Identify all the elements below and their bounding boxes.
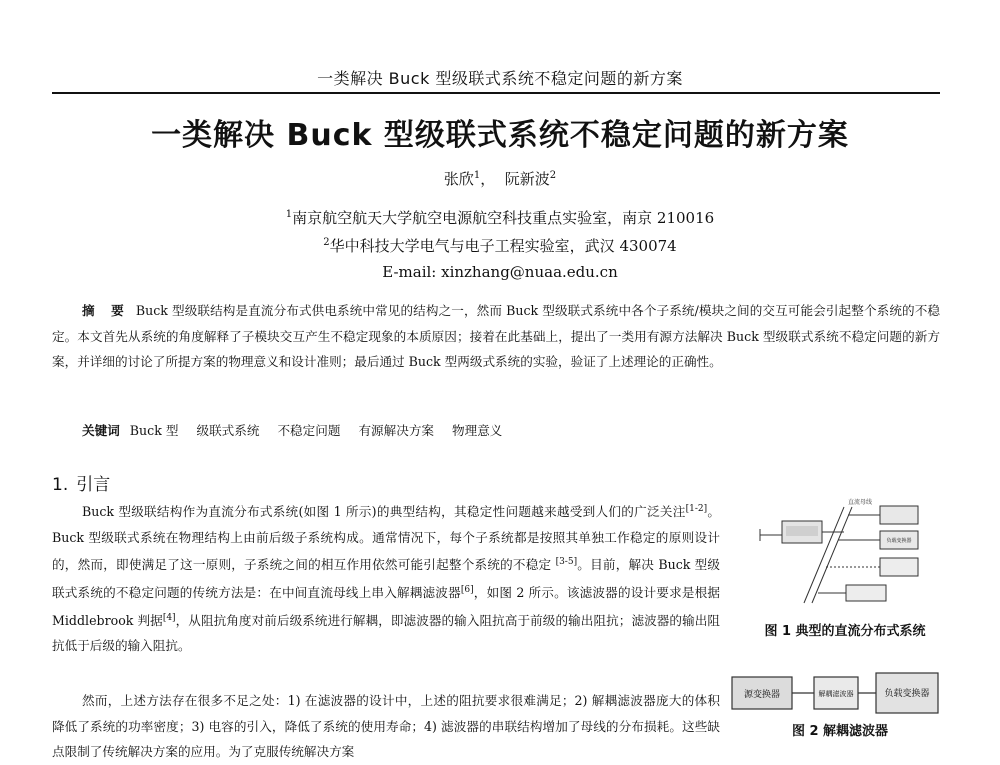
keywords: [82, 420, 942, 439]
paragraph-text: Buck 型级联结构作为直流分布式系统(如图 1 所示)的典型结构，其稳定性问题越来越受到人们的广泛关注: [82, 504, 686, 520]
header-rule: [52, 92, 940, 94]
affiliation-mark: 1: [285, 209, 293, 220]
affiliation-2: [0, 235, 1000, 256]
citation: [6]: [460, 584, 474, 595]
abstract: [52, 298, 940, 375]
keyword: 不稳定问题: [277, 423, 341, 438]
citation: [4]: [162, 612, 176, 623]
block-label-bar: [786, 526, 818, 536]
author-email: E-mail: xinzhang@nuaa.edu.cn: [382, 263, 618, 281]
affiliation-text: 华中科技大学电气与电子工程实验室，武汉 430074: [329, 237, 677, 255]
author-line: [0, 168, 1000, 189]
section-title: 引言: [76, 475, 111, 495]
figure-2-caption: 图 2 解耦滤波器: [791, 724, 889, 739]
keyword: 有源解决方案: [358, 423, 434, 438]
paragraph-text: 。目前，解决 Buck 型级联式系统的不稳定问题的传统方法是：在中间直流母线上串入解耦滤波器: [52, 557, 720, 601]
paragraph-1: [52, 497, 720, 659]
running-head: 一类解决 Buck 型级联式系统不稳定问题的新方案: [317, 69, 683, 88]
paragraph-text: ，从阻抗角度对前后级系统进行解耦，即滤波器的输入阻抗高于前级的输出阻抗；滤波器的输出阻抗低于后级的输入阻抗。: [52, 612, 721, 654]
paragraph-text: ，如图 2 所示。该滤波器的设计要求是根据 Middlebrook 判据: [52, 585, 720, 628]
abstract-text: Buck 型级联结构是直流分布式供电系统中常见的结构之一，然而 Buck 型级联式系统中各个子系统/模块之间的交互可能会引起整个系统的不稳定。本文首先从系统的角度解释了子模块交互产生不稳定现象的本质原因；接着在此基础上，提出了一类用有源方法解决 Buck 型级联式系统不稳定问题的新方案，并详细的讨论了所提方案的物理意义和设计准则；最后通过 Buck 型两级式系统的实验，验证了上述理论的正确性。: [52, 303, 940, 369]
bus-label: 直流母线: [848, 499, 873, 506]
keywords-label: 关键词: [82, 423, 120, 438]
figure-1-caption: 图 1 典型的直流分布式系统: [764, 624, 926, 639]
affiliation-1: [0, 207, 1000, 228]
figure-1-diagram: [752, 495, 942, 605]
affiliation-text: 南京航空航天大学航空电源航空科技重点实验室，南京 210016: [292, 209, 715, 227]
keyword: 级联式系统: [196, 423, 260, 438]
figure-2-diagram: [730, 665, 942, 720]
load-converter-block: [880, 506, 918, 524]
keyword: 物理意义: [452, 423, 503, 438]
load-converter-block: [880, 558, 918, 576]
affiliation-mark: 2: [323, 237, 330, 248]
author-mark: 1: [473, 170, 481, 181]
citation: [1-2]: [685, 504, 708, 514]
citation: [3-5]: [555, 557, 578, 568]
block-label: 源变换器: [743, 690, 781, 700]
block-label: 负载变换器: [886, 538, 912, 544]
paper-title: 一类解决 Buck 型级联式系统不稳定问题的新方案: [151, 118, 849, 153]
author-mark: 2: [549, 170, 557, 181]
abstract-label: 摘 要: [82, 303, 130, 318]
keyword: Buck 型: [129, 423, 179, 438]
author-separator: ，: [480, 170, 496, 188]
author-name: 张欣: [443, 170, 474, 188]
section-heading: [52, 470, 110, 495]
block-label: 负载变换器: [884, 689, 930, 699]
load-converter-block: [846, 585, 886, 601]
paragraph-2: 然而，上述方法存在很多不足之处：1) 在滤波器的设计中，上述的阻抗要求很难满足；2) 解耦滤波器庞大的体积降低了系统的功率密度；3) 电容的引入，降低了系统的使用寿命；4) 滤波器的串联结构增加了母线的分布损耗。这些缺点限制了传统解决方案的应用。为了克服传统解决方案: [52, 693, 720, 759]
paragraph-text: 。Buck 型级联式系统在物理结构上由前后级子系统构成。通常情况下，每个子系统都是按照其单独工作稳定的原则设计的，然而，即使满足了这一原则，子系统之间的相互作用依然可能引起整个系统的不稳定: [52, 504, 721, 573]
section-number: 1.: [52, 475, 69, 495]
author-name: 阮新波: [504, 170, 550, 188]
block-label: 解耦滤波器: [818, 690, 854, 698]
